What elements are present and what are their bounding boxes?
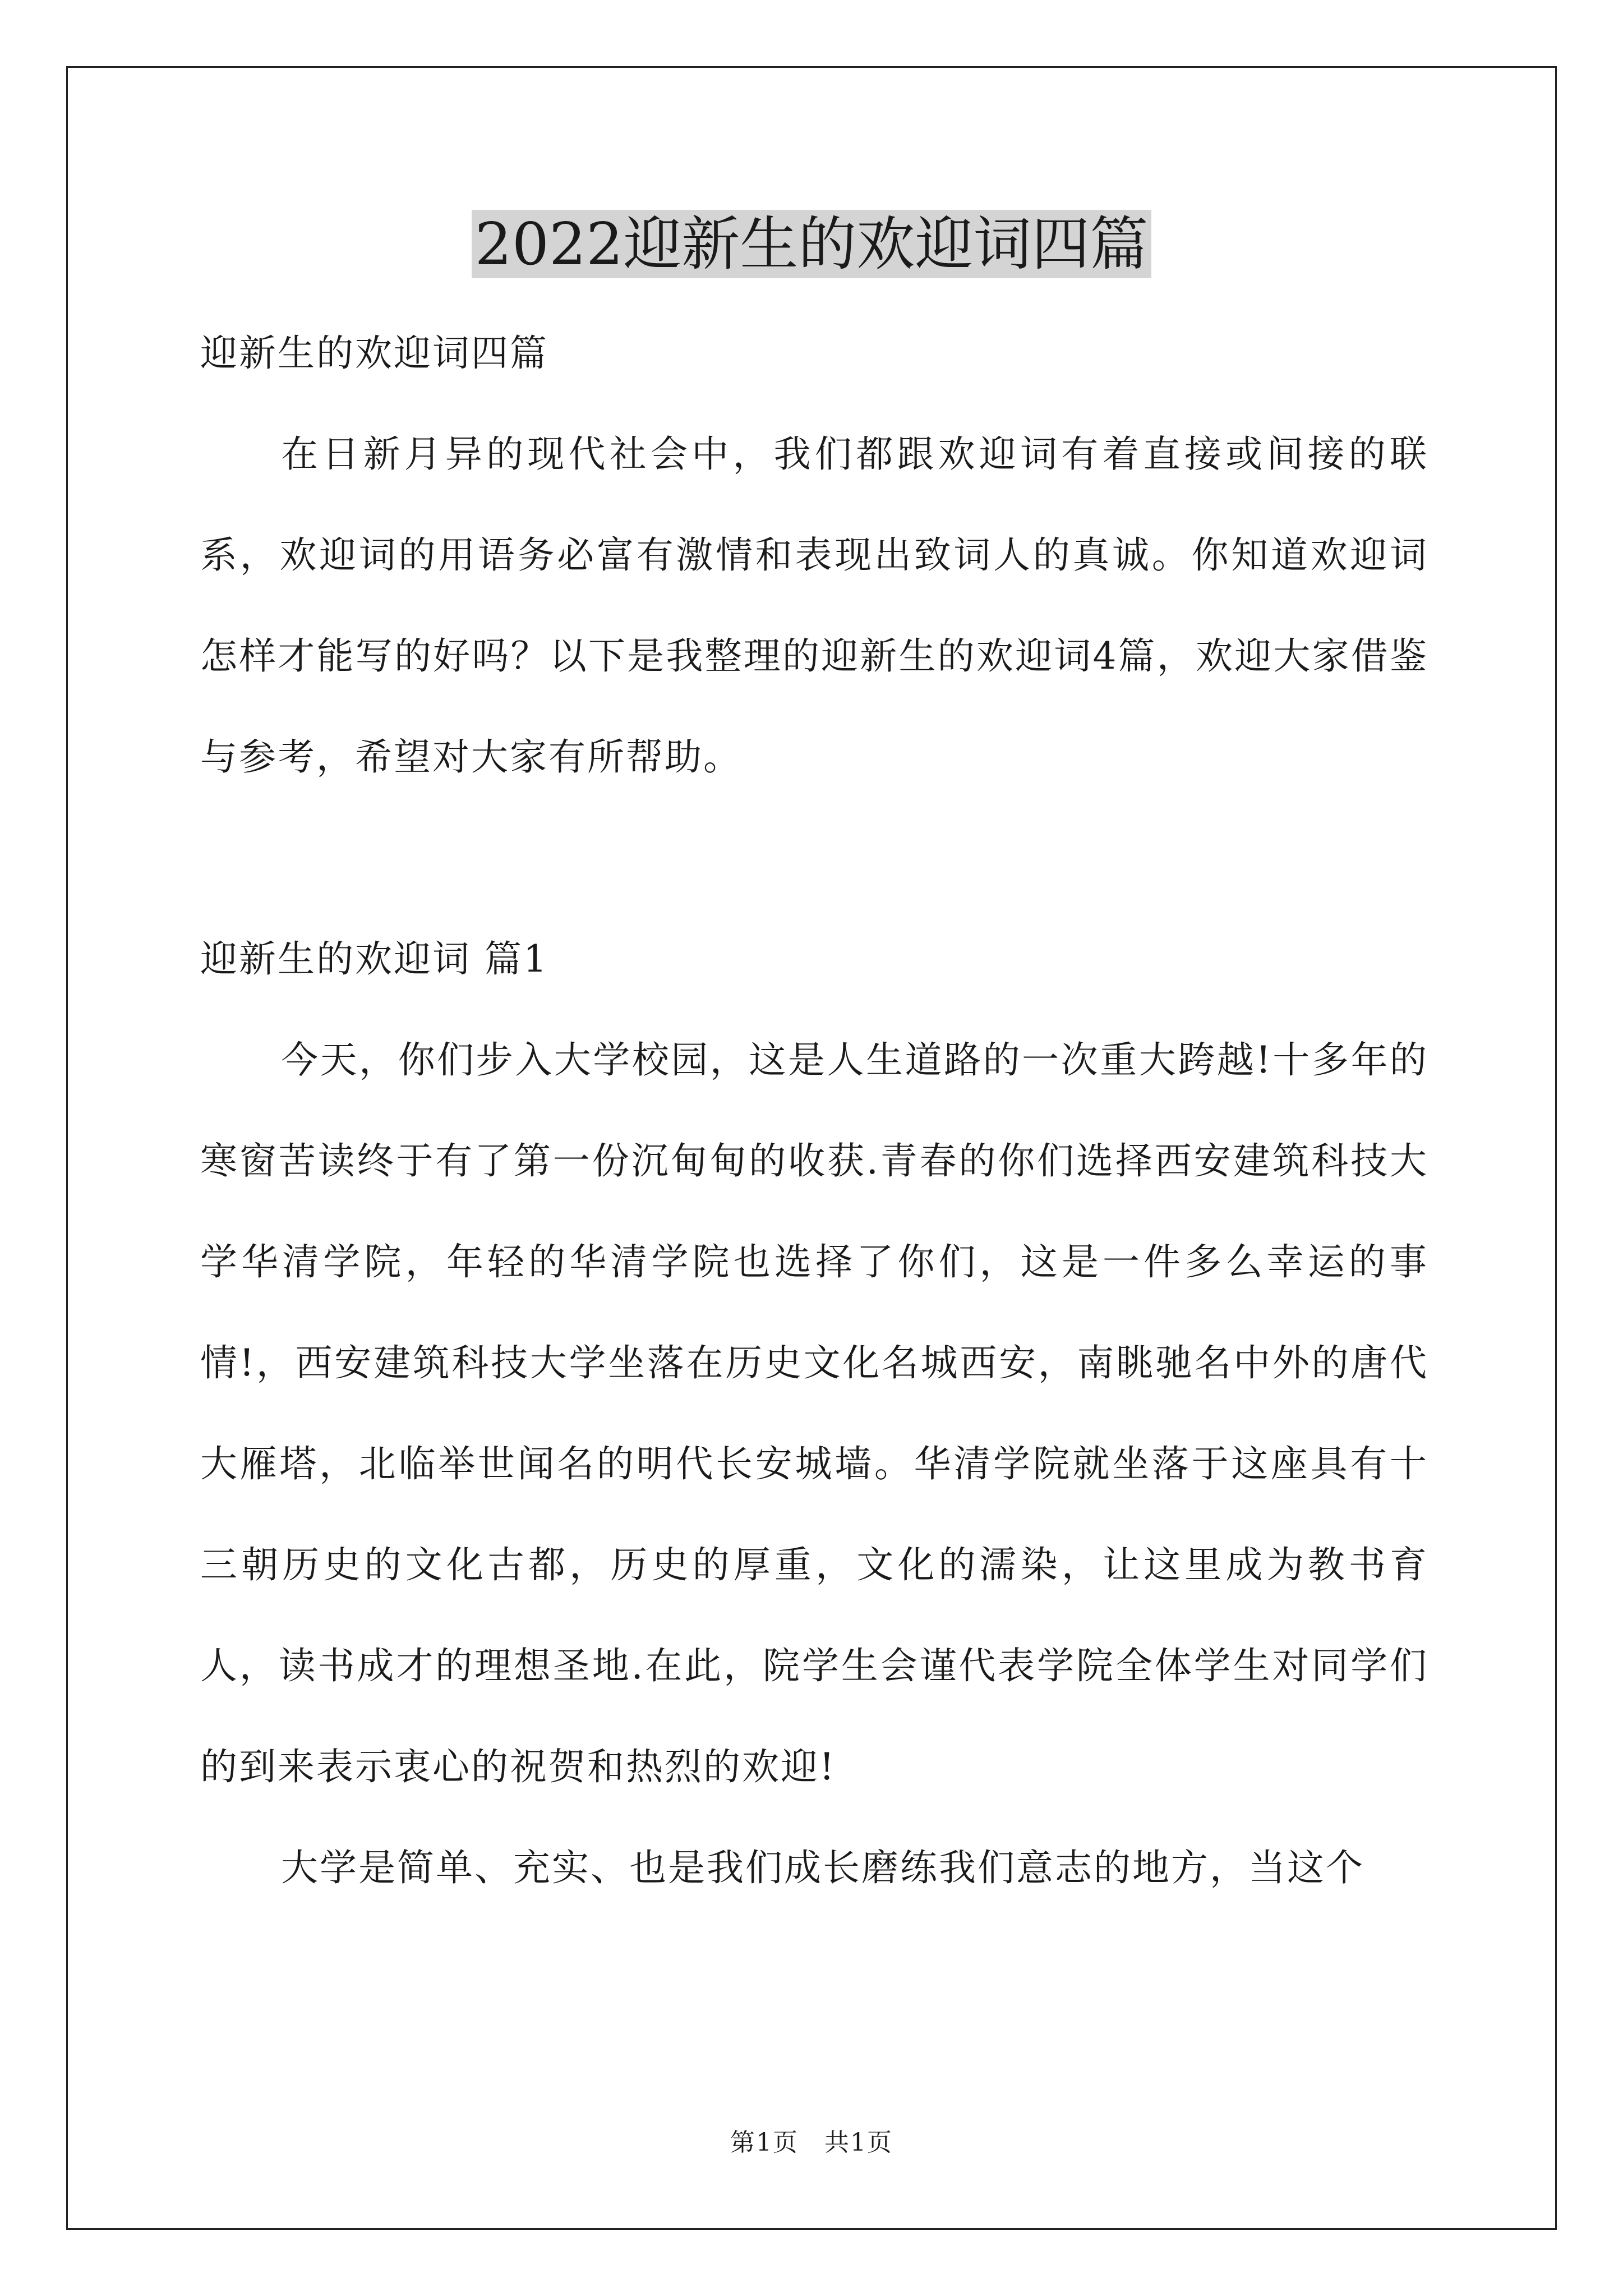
document-title-text: 2022迎新生的欢迎词四篇 xyxy=(472,210,1152,278)
spacer xyxy=(200,808,1428,909)
document-subtitle: 迎新生的欢迎词四篇 xyxy=(200,332,548,375)
section-heading: 迎新生的欢迎词 篇1 xyxy=(200,937,548,981)
page-footer: 第1页 共1页 xyxy=(730,2128,893,2157)
intro-paragraph: 在日新月异的现代社会中，我们都跟欢迎词有着直接或间接的联系，欢迎词的用语务必富有激情和表现出致词人的真诚。你知道欢迎词怎样才能写的好吗？以下是我整理的迎新生的欢迎词4篇，欢迎大家借鉴与参考，希望对大家有所帮助。 xyxy=(200,432,1428,779)
document-title xyxy=(0,202,1623,286)
section-paragraph: 大学是简单、充实、也是我们成长磨练我们意志的地方，当这个 xyxy=(281,1846,1364,1889)
document-body xyxy=(200,303,1428,1918)
section-paragraph: 今天，你们步入大学校园，这是人生道路的一次重大跨越!十多年的寒窗苦读终于有了第一份沉甸甸的收获.青春的你们选择西安建筑科技大学华清学院，年轻的华清学院也选择了你们，这是一件多么幸运的事情!，西安建筑科技大学坐落在历史文化名城西安，南眺驰名中外的唐代大雁塔，北临举世闻名的明代长安城墙。华清学院就坐落于这座具有十三朝历史的文化古都，历史的厚重，文化的濡染，让这里成为教书育人，读书成才的理想圣地.在此，院学生会谨代表学院全体学生对同学们的到来表示衷心的祝贺和热烈的欢迎! xyxy=(200,1038,1428,1788)
